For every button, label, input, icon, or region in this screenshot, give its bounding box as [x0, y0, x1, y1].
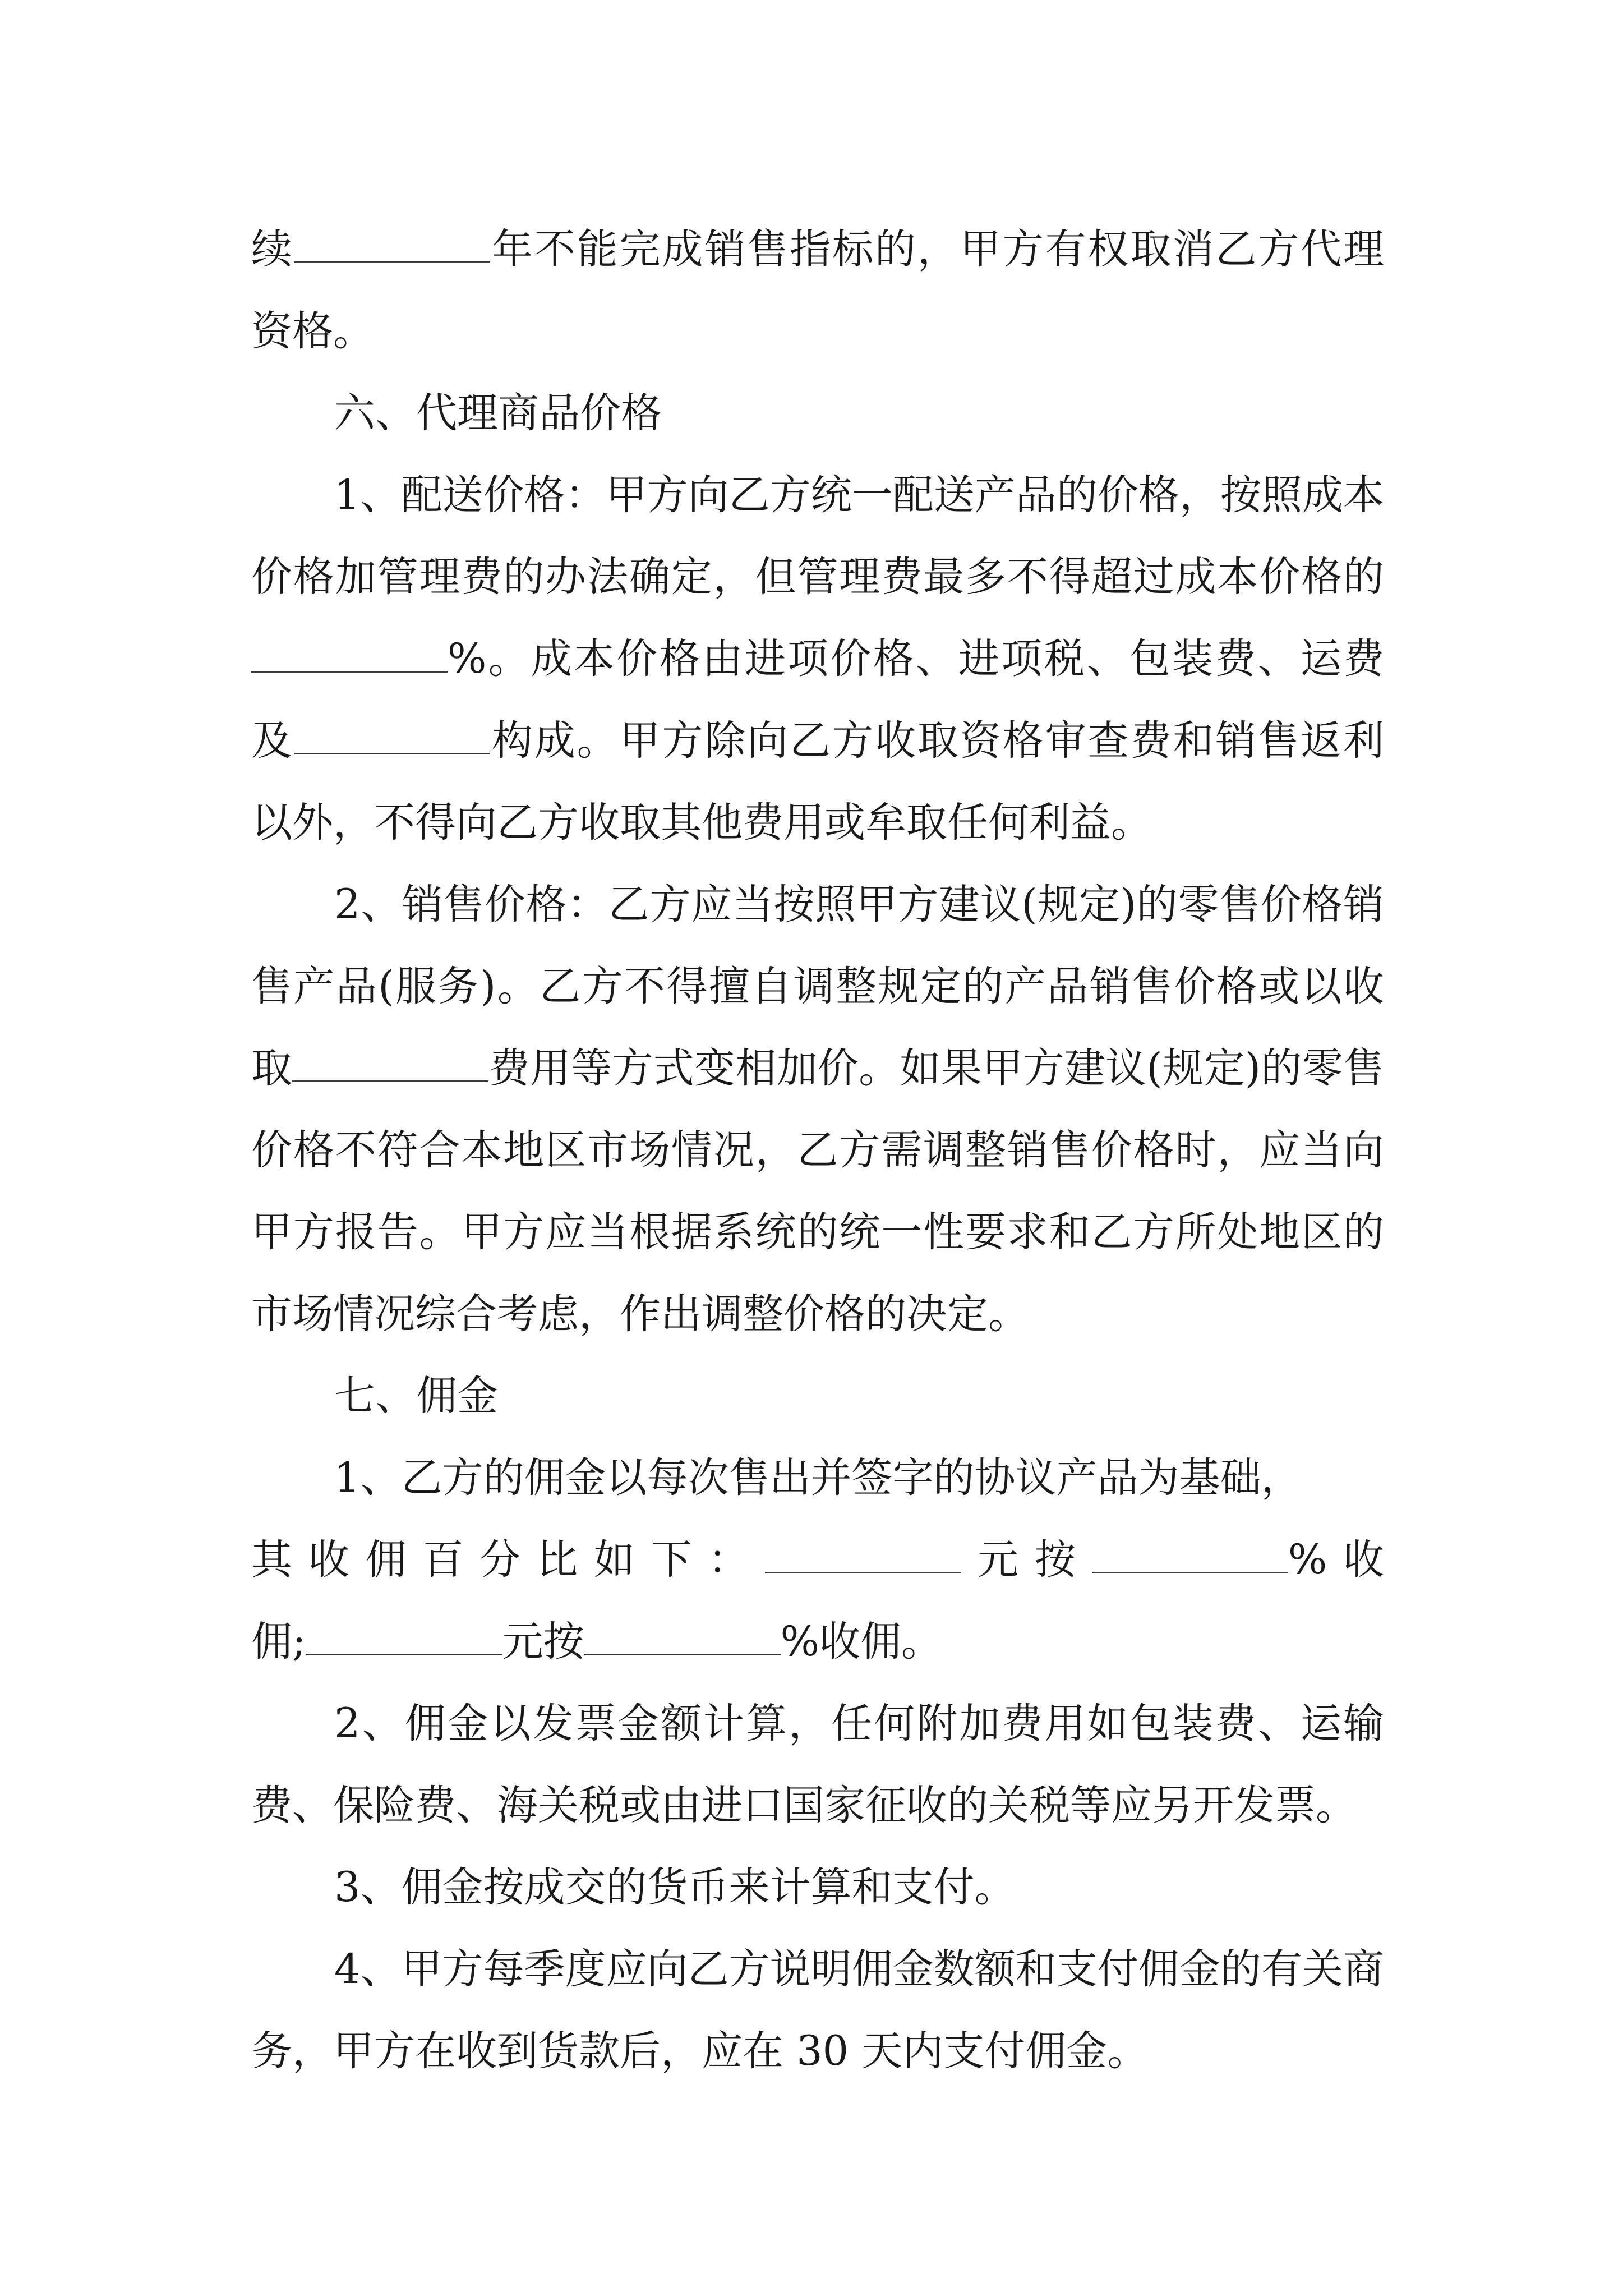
- paragraph-commission-invoice: 2、佣金以发票金额计算，任何附加费用如包装费、运输费、保险费、海关税或由进口国家征收的关税等应另开发票。: [251, 1700, 1384, 1829]
- blank-field: [251, 637, 448, 673]
- paragraph-term-continuation: 续 年不能完成销售指标的，甲方有权取消乙方代理资格。: [251, 226, 1385, 355]
- paragraph-commission-basis: 1、乙方的佣金以每次售出并签字的协议产品为基础，: [334, 1454, 1302, 1502]
- paragraph-commission-currency: 3、佣金按成交的货币来计算和支付。: [334, 1864, 1016, 1911]
- blank-field: [294, 228, 490, 263]
- paragraph-sales-price: 2、销售价格：乙方应当按照甲方建议(规定)的零售价格销售产品(服务)。乙方不得擅自调整规定的产品销售价格或以收取 费用等方式变相加价。如果甲方建议(规定)的零售价格不符合本地区市场情况，乙方需调整销售价格时，应当向甲方报告。甲方应当根据系统的统一性要求和乙方所处地区的市场情况综合考虑，作出调整价格的决定。: [251, 881, 1384, 1338]
- blank-field: [765, 1538, 961, 1573]
- section-heading-6: 六、代理商品价格: [334, 389, 662, 437]
- paragraph-delivery-price: 1、配送价格：甲方向乙方统一配送产品的价格，按照成本价格加管理费的办法确定，但管理费最多不得超过成本价格的%。成本价格由进项价格、进项税、包装费、运费及 构成。甲方除向乙方收取资格审查费和销售返利以外，不得向乙方收取其他费用或牟取任何利益。: [251, 471, 1385, 846]
- commission-rate-line-2: 佣; 元按 %收佣。: [251, 1618, 942, 1665]
- blank-field: [584, 1620, 781, 1655]
- commission-rate-line: 其收佣百分比如下： 元按 %收: [251, 1536, 1384, 1584]
- blank-field: [292, 1047, 488, 1082]
- blank-field: [1092, 1538, 1288, 1573]
- paragraph-commission-payment: 4、甲方每季度应向乙方说明佣金数额和支付佣金的有关商务，甲方在收到货款后，应在 30 天内支付佣金。: [251, 1945, 1384, 2075]
- document-page: [251, 209, 1384, 2092]
- blank-field: [306, 1620, 502, 1655]
- blank-field: [294, 719, 490, 754]
- section-heading-7: 七、佣金: [334, 1372, 498, 1420]
